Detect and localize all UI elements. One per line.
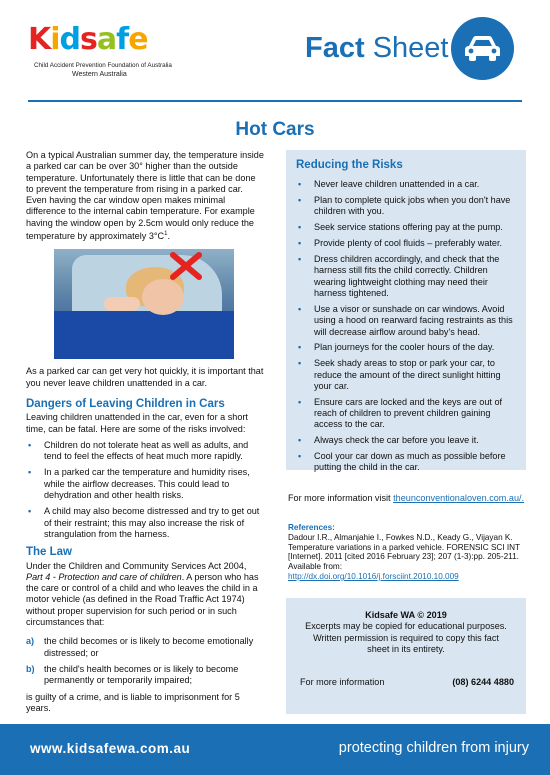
list-item: • Provide plenty of cool fluids – preferably water. xyxy=(296,238,516,249)
phone-label: For more information xyxy=(300,677,385,687)
logo-wordmark: Kidsafe xyxy=(28,22,148,57)
intro-text: On a typical Australian summer day, the temperature inside a parked car can be over 30° higher than the outside temperature. Unfortunately there is little that can be done to prevent the temperature from rising in a parked car. Even having the car window open makes minimal difference to the internal cabin temperature. For example having the window open by 2.5cm would only reduce the temperature by approximately 3°C xyxy=(26,150,264,242)
references xyxy=(288,523,526,582)
car-icon xyxy=(463,34,502,62)
photo-car-door xyxy=(54,311,234,359)
list-item: • Plan journeys for the cooler hours of the day. xyxy=(296,342,516,353)
phone-number[interactable]: (08) 6244 4880 xyxy=(452,677,514,687)
copyright-box xyxy=(286,598,526,714)
list-item: • Plan to complete quick jobs when you don't have children with you. xyxy=(296,195,516,218)
list-item: • Use a visor or sunshade on car windows. Avoid using a hood on rearward facing restraints as this will decrease airflow around baby's head. xyxy=(296,304,516,338)
law-conditions-list xyxy=(26,636,264,686)
law-text-b: . A person who has the care or control of a child and who leaves the child in a motor vehicle (as defined in the Road Traffic Act 1974) without proper supervision for such period or in such circumstances that: xyxy=(26,571,259,628)
list-item: • Always check the car before you leave it. xyxy=(296,435,516,446)
list-item: • Ensure cars are locked and the keys are out of reach of children to prevent children gaining access to the car. xyxy=(296,397,516,431)
law-closing: is guilty of a crime, and is liable to imprisonment for 5 years. xyxy=(26,691,240,713)
list-item: • Dress children accordingly, and check that the harness still fits the child correctly. Children wearing lightweight clothing may need their harness tightened. xyxy=(296,254,516,299)
child-in-car-photo xyxy=(54,249,234,359)
list-marker: a) xyxy=(26,636,35,647)
header xyxy=(0,0,550,100)
dangers-intro: Leaving children unattended in the car, even for a short time, can be fatal. Here are some of the risks involved: xyxy=(26,412,248,434)
list-marker: b) xyxy=(26,663,35,674)
header-divider xyxy=(28,100,522,102)
dangers-heading: Dangers of Leaving Children in Cars xyxy=(26,398,225,410)
list-item xyxy=(26,664,264,687)
list-item: • Cool your car down as much as possible before putting the child in the car. xyxy=(296,451,516,474)
list-item-text: the child's health becomes or is likely to become permanently or temporarily impaired; xyxy=(44,663,239,686)
logo-org-name: Child Accident Prevention Foundation of Australia xyxy=(34,62,172,69)
list-item: • Never leave children unattended in a car. xyxy=(296,179,516,190)
reference-doi-link[interactable]: http://dx.doi.org/10.1016/j.forsciint.2010.10.009 xyxy=(288,571,459,581)
intro-end: . xyxy=(167,231,170,242)
more-info-line xyxy=(288,493,524,503)
risks-list xyxy=(296,179,516,473)
never-leave-paragraph: As a parked car can get very hot quickly, it is important that you never leave children unattended in a car. xyxy=(26,366,264,388)
more-info-label: For more information visit xyxy=(288,493,394,503)
list-item: • Seek shady areas to stop or park your car, to reduce the amount of the direct sunlight hitting your car. xyxy=(296,358,516,392)
list-item-text: the child becomes or is likely to become emotionally distressed; or xyxy=(44,636,254,658)
list-item: • Seek service stations offering pay at the pump. xyxy=(296,222,516,233)
reducing-risks-box xyxy=(286,150,526,473)
fact-title-rest: Sheet xyxy=(372,32,449,64)
law-paragraph xyxy=(26,561,264,629)
footer-bar xyxy=(0,724,550,775)
copyright-heading: Kidsafe WA © 2019 xyxy=(365,610,447,620)
logo-region: Western Australia xyxy=(72,71,127,78)
fact-title-bold: Fact xyxy=(305,32,365,64)
photo-child-arm xyxy=(104,297,140,311)
phone-row xyxy=(300,677,514,688)
references-heading: References: xyxy=(288,523,335,532)
left-column xyxy=(26,150,264,714)
footer-tagline: protecting children from injury xyxy=(338,740,529,756)
red-cross-icon xyxy=(168,251,204,281)
car-badge xyxy=(451,17,514,80)
risks-heading: Reducing the Risks xyxy=(296,159,403,171)
reference-marker: 1 xyxy=(164,231,168,238)
copyright-line-2: Written permission is required to copy this fact sheet in its entirety. xyxy=(313,632,499,654)
kidsafe-logo[interactable] xyxy=(28,22,188,84)
fact-sheet-title xyxy=(305,32,449,65)
law-text-a: Under the Children and Community Services Act 2004, xyxy=(26,560,247,571)
list-item: • A child may also become distressed and try to get out of their restraint; this may also increase the risk of strangulation from the harness. xyxy=(26,506,264,540)
copyright-line-1: Excerpts may be copied for educational purposes. xyxy=(305,621,507,632)
law-text-italic: Part 4 - Protection and care of children xyxy=(26,571,182,582)
dangers-list xyxy=(26,440,264,540)
reference-text: Dadour I.R., Almanjahie I., Fowkes N.D., Keady G., Vijayan K. Temperature variations in a parked vehicle. FORENSIC SCI INT [Internet]. 2011 [cited 2016 February 23]; 207 (1-3):pp. 205-211. Available from: xyxy=(288,532,520,572)
list-item: • In a parked car the temperature and humidity rises, while the airflow decreases. This could lead to dehydration and other health risks. xyxy=(26,467,264,501)
list-item: • Children do not tolerate heat as well as adults, and tend to feel the effects of heat much more rapidly. xyxy=(26,440,264,463)
page-title: Hot Cars xyxy=(235,119,315,140)
list-item xyxy=(26,636,264,659)
more-info-link[interactable]: theunconventionaloven.com.au/. xyxy=(393,493,525,503)
intro-paragraph xyxy=(26,150,264,242)
footer-website-link[interactable]: www.kidsafewa.com.au xyxy=(30,741,191,756)
law-heading: The Law xyxy=(26,546,73,559)
